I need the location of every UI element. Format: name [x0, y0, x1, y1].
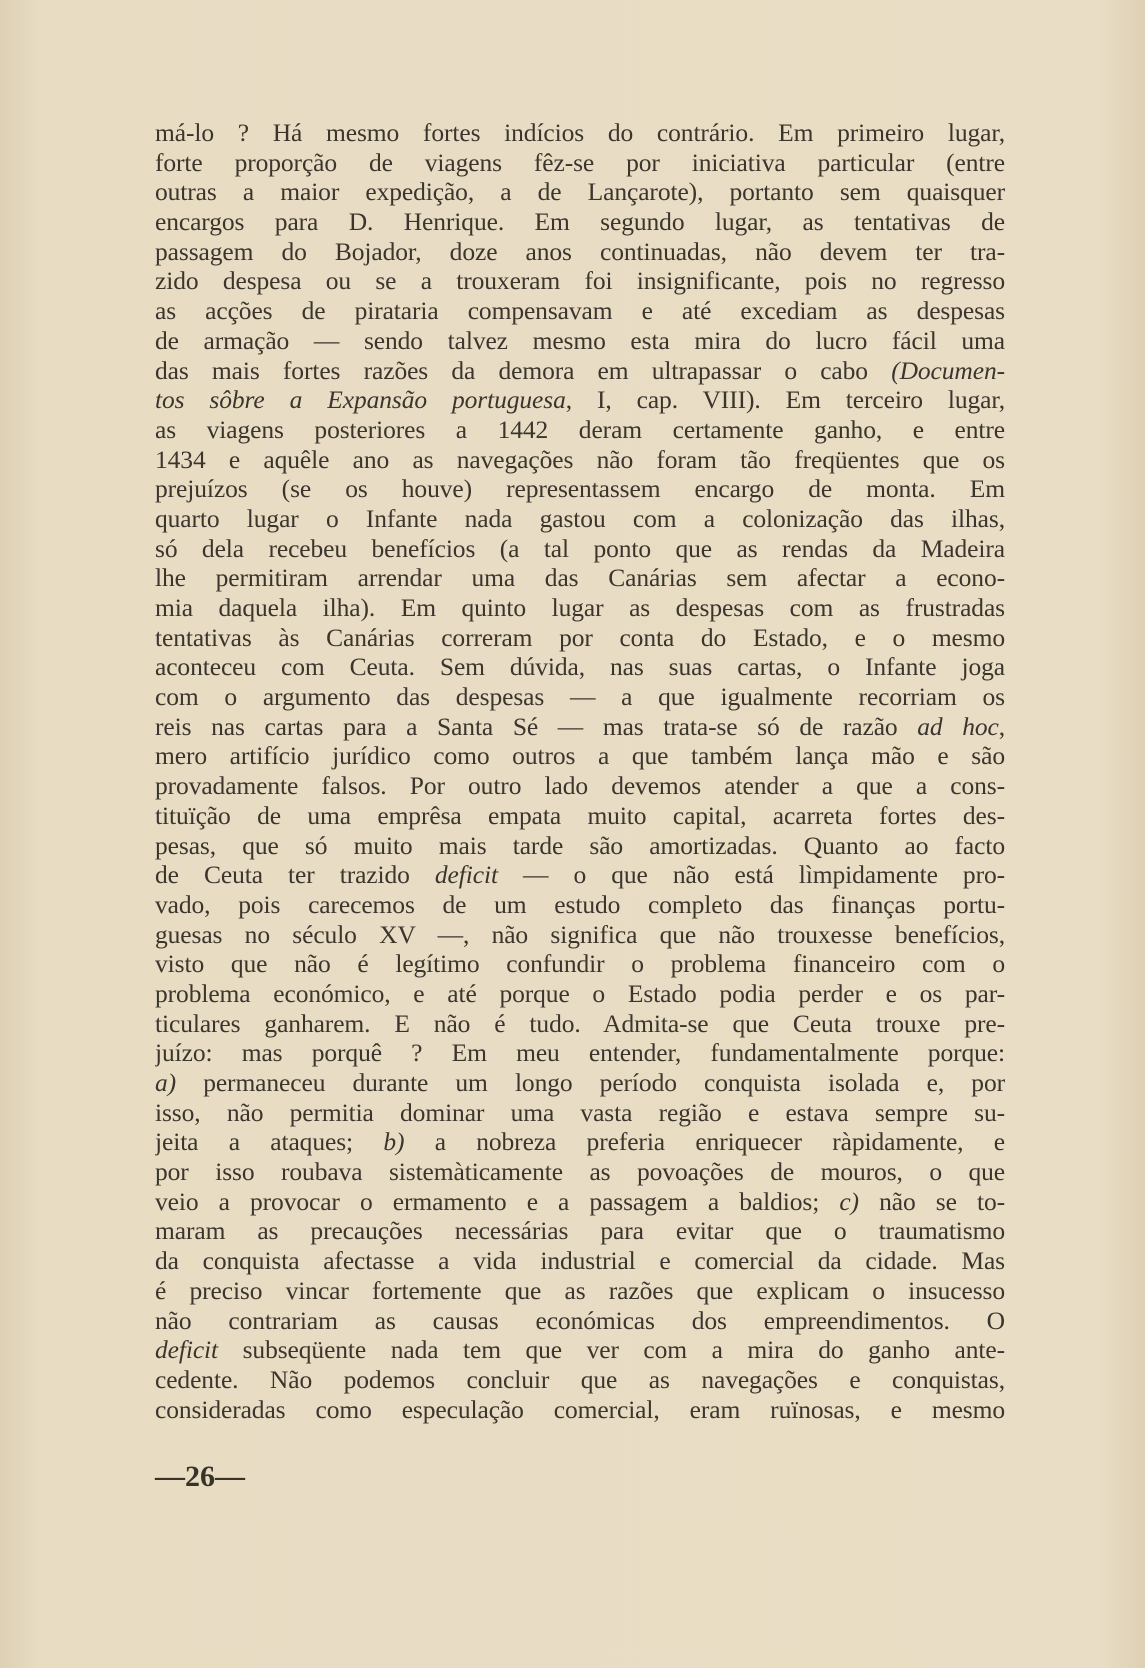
text-line — [155, 118, 1005, 148]
text-line — [155, 1098, 1005, 1128]
text-line — [155, 771, 1005, 801]
text-segment: mia daquela ilha). Em quinto lugar as despesas com as frustradas — [155, 593, 1005, 622]
text-segment: consideradas como especulação comercial, eram ruïnosas, e mesmo — [155, 1394, 1005, 1424]
text-segment: pesas, que só muito mais tarde são amortizadas. Quanto ao facto — [155, 830, 1005, 860]
text-line — [155, 1157, 1005, 1187]
text-line — [155, 1306, 1005, 1336]
text-line — [155, 712, 1005, 742]
text-segment: não se to- — [858, 1186, 1005, 1216]
text-segment: com o argumento das despesas — a que igualmente recorriam os — [155, 682, 1005, 712]
text-line — [155, 949, 1005, 979]
text-line — [155, 1187, 1005, 1217]
text-line — [155, 385, 1005, 415]
text-segment: reis nas cartas para a Santa Sé — mas trata-se só de razão — [155, 711, 918, 741]
text-segment: cedente. Não podemos concluir que as navegações e conquistas, — [155, 1364, 1005, 1394]
text-segment: isso, não permitia dominar uma vasta região e estava sempre su- — [155, 1097, 1005, 1127]
text-line — [155, 534, 1005, 564]
text-segment: as viagens posteriores a 1442 deram certamente ganho, e entre — [155, 414, 1005, 444]
text-segment: guesas no século XV —, não significa que não trouxesse benefícios, — [155, 919, 1005, 949]
text-segment: só dela recebeu benefícios (a tal ponto que as rendas da Madeira — [155, 533, 1005, 563]
text-line — [155, 266, 1005, 296]
text-line — [155, 979, 1005, 1009]
text-segment: veio a provocar o ermamento e a passagem a baldios; — [155, 1186, 840, 1216]
text-line — [155, 563, 1005, 593]
page-number: —26— — [155, 1460, 245, 1493]
text-segment: subseqüente nada tem que ver com a mira do ganho ante- — [218, 1335, 1005, 1365]
text-line — [155, 148, 1005, 178]
body-text — [155, 118, 1005, 1424]
text-segment: tentativas às Canárias correram por conta do Estado, e o mesmo — [155, 622, 1005, 652]
italic-text: ad hoc — [917, 711, 999, 741]
text-segment: mero artifício jurídico como outros a que também lança mão e são — [155, 741, 1005, 771]
text-line — [155, 623, 1005, 653]
text-line — [155, 1216, 1005, 1246]
italic-text: a) — [155, 1068, 177, 1097]
text-line — [155, 920, 1005, 950]
text-segment: zido despesa ou se a trouxeram foi insignificante, pois no regresso — [155, 266, 1005, 296]
text-segment: prejuízos (se os houve) representassem encargo de monta. Em — [155, 474, 1005, 504]
text-segment: má-lo ? Há mesmo fortes indícios do contrário. Em primeiro lugar, — [155, 118, 1005, 147]
text-segment: de Ceuta ter trazido — [155, 860, 435, 890]
text-line — [155, 177, 1005, 207]
text-line — [155, 1127, 1005, 1157]
italic-text: b) — [383, 1127, 405, 1157]
text-segment: da conquista afectasse a vida industrial e comercial da cidade. Mas — [155, 1246, 1005, 1276]
text-segment: outras a maior expedição, a de Lançarote), portanto sem quaisquer — [155, 177, 1005, 207]
text-line — [155, 474, 1005, 504]
italic-text: deficit — [434, 860, 498, 890]
text-segment: de armação — sendo talvez mesmo esta mira do lucro fácil uma — [155, 325, 1005, 355]
text-segment: provadamente falsos. Por outro lado devemos atender a que a cons- — [155, 771, 1005, 801]
text-segment: ticulares ganharem. E não é tudo. Admita-se que Ceuta trouxe pre- — [155, 1008, 1005, 1038]
text-line — [155, 1009, 1005, 1039]
text-line — [155, 652, 1005, 682]
text-segment: passagem do Bojador, doze anos continuadas, não devem ter tra- — [155, 236, 1005, 266]
text-segment: tituïção de uma emprêsa empata muito capital, acarreta fortes des- — [155, 800, 1005, 830]
text-segment: visto que não é legítimo confundir o problema financeiro com o — [155, 949, 1005, 979]
italic-text: (Documen- — [891, 355, 1005, 385]
text-line — [155, 356, 1005, 386]
text-segment: as acções de pirataria compensavam e até excediam as despesas — [155, 296, 1005, 326]
text-segment: lhe permitiram arrendar uma das Canárias sem afectar a econo- — [155, 563, 1005, 593]
text-segment: jeita a ataques; — [155, 1127, 384, 1157]
text-line — [155, 1068, 1005, 1098]
text-segment: — o que não está lìmpidamente pro- — [497, 860, 1005, 890]
text-segment: aconteceu com Ceuta. Sem dúvida, nas suas cartas, o Infante joga — [155, 652, 1005, 682]
text-line — [155, 1335, 1005, 1365]
italic-text: deficit — [155, 1335, 219, 1365]
text-segment: a nobreza preferia enriquecer ràpidamente, e — [404, 1127, 1005, 1157]
text-line — [155, 296, 1005, 326]
text-line — [155, 415, 1005, 445]
text-line — [155, 445, 1005, 475]
text-segment: , I, cap. VIII). Em terceiro lugar, — [565, 385, 1005, 415]
text-line — [155, 831, 1005, 861]
text-line — [155, 1395, 1005, 1425]
text-segment: não contrariam as causas económicas dos empreendimentos. O — [155, 1305, 1005, 1335]
text-segment: vado, pois carecemos de um estudo completo das finanças portu- — [155, 889, 1005, 919]
text-segment: forte proporção de viagens fêz-se por iniciativa particular (entre — [155, 147, 1005, 177]
text-line — [155, 860, 1005, 890]
text-line — [155, 504, 1005, 534]
text-segment: das mais fortes razões da demora em ultrapassar o cabo — [155, 355, 892, 385]
text-segment: maram as precauções necessárias para evitar que o traumatismo — [155, 1216, 1005, 1246]
italic-text: c) — [839, 1186, 859, 1216]
text-line — [155, 682, 1005, 712]
text-line — [155, 890, 1005, 920]
text-line — [155, 1365, 1005, 1395]
text-segment: juízo: mas porquê ? Em meu entender, fundamentalmente porque: — [155, 1038, 1005, 1068]
text-segment: por isso roubava sistemàticamente as povoações de mouros, o que — [155, 1157, 1005, 1187]
text-line — [155, 207, 1005, 237]
text-line — [155, 1038, 1005, 1068]
text-segment: encargos para D. Henrique. Em segundo lugar, as tentativas de — [155, 207, 1005, 237]
text-segment: quarto lugar o Infante nada gastou com a colonização das ilhas, — [155, 503, 1005, 533]
text-segment: problema económico, e até porque o Estado podia perder e os par- — [155, 978, 1005, 1008]
text-segment: é preciso vincar fortemente que as razões que explicam o insucesso — [155, 1275, 1005, 1305]
text-segment: , — [998, 711, 1005, 741]
text-line — [155, 237, 1005, 267]
text-segment: 1434 e aquêle ano as navegações não foram tão freqüentes que os — [155, 444, 1005, 474]
text-line — [155, 326, 1005, 356]
text-line — [155, 1246, 1005, 1276]
text-segment: permaneceu durante um longo período conquista isolada e, por — [176, 1068, 1005, 1097]
text-line — [155, 593, 1005, 623]
italic-text: tos sôbre a Expansão portuguesa — [155, 385, 566, 415]
text-line — [155, 801, 1005, 831]
text-line — [155, 741, 1005, 771]
text-line — [155, 1276, 1005, 1306]
